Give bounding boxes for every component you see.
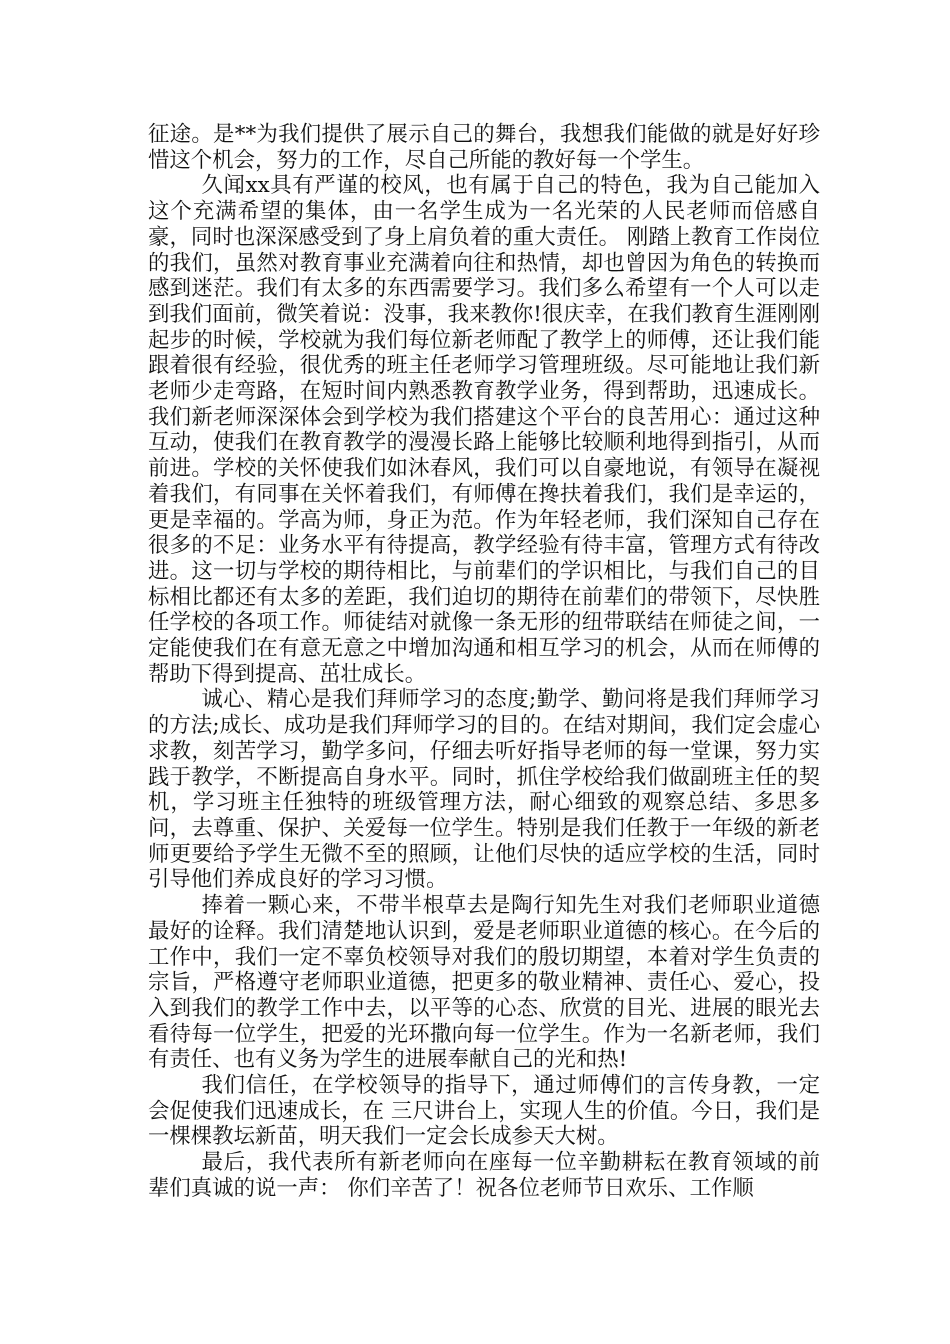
paragraph-continued: 征途。是**为我们提供了展示自己的舞台，我想我们能做的就是好好珍惜这个机会，努力的工作，尽自己所能的教好每一个学生。 xyxy=(148,122,820,173)
paragraph: 捧着一颗心来，不带半根草去是陶行知先生对我们老师职业道德最好的诠释。我们清楚地认识到，爱是老师职业道德的核心。在今后的工作中，我们一定不辜负校领导对我们的殷切期望，本着对学生负责的宗旨，严格遵守老师职业道德，把更多的敬业精神、责任心、爱心，投入到我们的教学工作中去，以平等的心态、欣赏的目光、进展的眼光去看待每一位学生，把爱的光环撒向每一位学生。作为一名新老师，我们有责任、也有义务为学生的进展奉献自己的光和热! xyxy=(148,893,820,1073)
paragraph: 最后，我代表所有新老师向在座每一位辛勤耕耘在教育领域的前辈们真诚的说一声： 你们辛苦了！祝各位老师节日欢乐、工作顺 xyxy=(148,1150,820,1201)
document-body xyxy=(148,122,820,1202)
paragraph: 我们信任，在学校领导的指导下，通过师傅们的言传身教，一定会促使我们迅速成长，在 三尺讲台上，实现人生的价值。今日，我们是一棵棵教坛新苗，明天我们一定会长成参天大树。 xyxy=(148,1073,820,1150)
paragraph: 诚心、精心是我们拜师学习的态度;勤学、勤问将是我们拜师学习的方法;成长、成功是我们拜师学习的目的。在结对期间，我们定会虚心求教，刻苦学习，勤学多问，仔细去听好指导老师的每一堂课，努力实践于教学，不断提高自身水平。同时，抓住学校给我们做副班主任的契机，学习班主任独特的班级管理方法，耐心细致的观察总结、多思多问，去尊重、保护、关爱每一位学生。特别是我们任教于一年级的新老师更要给予学生无微不至的照顾，让他们尽快的适应学校的生活，同时引导他们养成良好的学习习惯。 xyxy=(148,687,820,893)
paragraph: 久闻xx具有严谨的校风，也有属于自己的特色，我为自己能加入这个充满希望的集体，由一名学生成为一名光荣的人民老师而倍感自豪，同时也深深感受到了身上肩负着的重大责任。 刚踏上教育工作岗位的我们，虽然对教育事业充满着向往和热情，却也曾因为角色的转换而感到迷茫。我们有太多的东西需要学习。我们多么希望有一个人可以走到我们面前，微笑着说：没事，我来教你!很庆幸，在我们教育生涯刚刚起步的时候，学校就为我们每位新老师配了教学上的师傅，还让我们能跟着很有经验，很优秀的班主任老师学习管理班级。尽可能地让我们新老师少走弯路，在短时间内熟悉教育教学业务，得到帮助，迅速成长。我们新老师深深体会到学校为我们搭建这个平台的良苦用心：通过这种互动，使我们在教育教学的漫漫长路上能够比较顺利地得到指引，从而前进。学校的关怀使我们如沐春风，我们可以自豪地说，有领导在凝视着我们，有同事在关怀着我们，有师傅在搀扶着我们，我们是幸运的，更是幸福的。学高为师，身正为范。作为年轻老师，我们深知自己存在很多的不足：业务水平有待提高，教学经验有待丰富，管理方式有待改进。这一切与学校的期待相比，与前辈们的学识相比，与我们自己的目标相比都还有太多的差距，我们迫切的期待在前辈们的带领下，尽快胜任学校的各项工作。师徒结对就像一条无形的纽带联结在师徒之间，一定能使我们在有意无意之中增加沟通和相互学习的机会，从而在师傅的帮助下得到提高、茁壮成长。 xyxy=(148,173,820,687)
